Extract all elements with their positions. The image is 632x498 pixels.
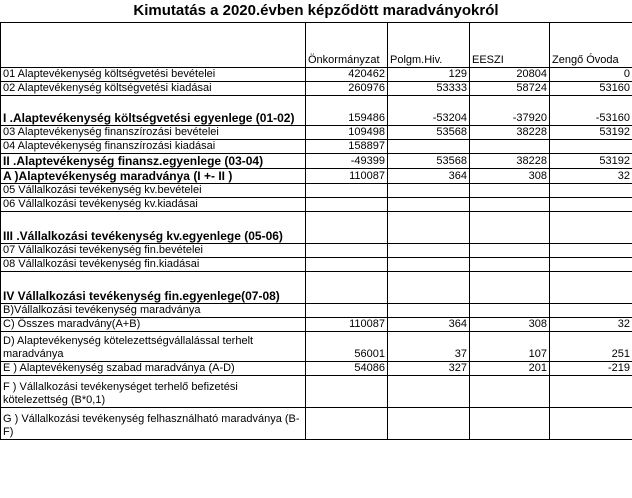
value-cell [388, 408, 470, 440]
value-cell [550, 198, 632, 212]
value-cell [550, 140, 632, 154]
value-cell [306, 184, 388, 198]
value-cell [470, 198, 550, 212]
row-label: 01 Alaptevékenység költségvetési bevételei [1, 68, 306, 82]
value-cell [388, 272, 470, 304]
value-cell: 32 [550, 318, 632, 332]
header-cell-label [1, 23, 306, 68]
row-label: 05 Vállalkozási tevékenység kv.bevételei [1, 184, 306, 198]
row-label: A )Alaptevékenység maradványa (I +- II ) [1, 169, 306, 184]
value-cell [470, 212, 550, 244]
table-row [1, 376, 632, 408]
table-row [1, 184, 632, 198]
value-cell [306, 272, 388, 304]
table-row [1, 154, 632, 169]
value-cell: 260976 [306, 82, 388, 96]
value-cell: 159486 [306, 96, 388, 126]
value-cell [550, 244, 632, 258]
value-cell: 364 [388, 169, 470, 184]
value-cell: -219 [550, 362, 632, 376]
value-cell: 53333 [388, 82, 470, 96]
table-row [1, 126, 632, 140]
header-cell-polgm-hiv: Polgm.Hiv. [388, 23, 470, 68]
table-row [1, 318, 632, 332]
value-cell: 110087 [306, 169, 388, 184]
row-label: 02 Alaptevékenység költségvetési kiadásai [1, 82, 306, 96]
value-cell: 129 [388, 68, 470, 82]
value-cell: 56001 [306, 332, 388, 362]
value-cell: 53192 [550, 154, 632, 169]
maradvany-table [0, 22, 632, 440]
value-cell [306, 304, 388, 318]
value-cell: 158897 [306, 140, 388, 154]
row-label: B)Vállalkozási tevékenység maradványa [1, 304, 306, 318]
value-cell [306, 198, 388, 212]
value-cell: 38228 [470, 126, 550, 140]
value-cell: -53204 [388, 96, 470, 126]
row-label: 06 Vállalkozási tevékenység kv.kiadásai [1, 198, 306, 212]
value-cell: 32 [550, 169, 632, 184]
table-row [1, 212, 632, 244]
value-cell: 53568 [388, 126, 470, 140]
value-cell [470, 140, 550, 154]
value-cell [306, 408, 388, 440]
value-cell: 53568 [388, 154, 470, 169]
value-cell: 308 [470, 318, 550, 332]
header-cell-eeszi: EESZI [470, 23, 550, 68]
row-label: II .Alaptevékenység finansz.egyenlege (03-04) [1, 154, 306, 169]
value-cell: 53160 [550, 82, 632, 96]
value-cell: 20804 [470, 68, 550, 82]
table-row [1, 96, 632, 126]
value-cell [550, 408, 632, 440]
value-cell [470, 272, 550, 304]
table-row [1, 362, 632, 376]
value-cell [470, 258, 550, 272]
value-cell: 110087 [306, 318, 388, 332]
value-cell [388, 212, 470, 244]
table-row [1, 198, 632, 212]
value-cell: 107 [470, 332, 550, 362]
row-label: E ) Alaptevékenység szabad maradványa (A-D) [1, 362, 306, 376]
value-cell [388, 244, 470, 258]
value-cell: 201 [470, 362, 550, 376]
value-cell: 364 [388, 318, 470, 332]
value-cell: 53192 [550, 126, 632, 140]
table-row [1, 272, 632, 304]
row-label: F ) Vállalkozási tevékenységet terhelő befizetési kötelezettség (B*0,1) [1, 376, 306, 408]
value-cell [470, 304, 550, 318]
value-cell [306, 212, 388, 244]
table-row [1, 68, 632, 82]
row-label: 03 Alaptevékenység finanszírozási bevételei [1, 126, 306, 140]
value-cell: 38228 [470, 154, 550, 169]
value-cell [388, 304, 470, 318]
value-cell [470, 376, 550, 408]
table-row [1, 82, 632, 96]
row-label: C) Összes maradvány(A+B) [1, 318, 306, 332]
table-row [1, 258, 632, 272]
value-cell: 308 [470, 169, 550, 184]
value-cell [550, 304, 632, 318]
table-row [1, 332, 632, 362]
value-cell [550, 212, 632, 244]
value-cell [306, 258, 388, 272]
value-cell: -49399 [306, 154, 388, 169]
value-cell [388, 258, 470, 272]
value-cell [388, 376, 470, 408]
row-label: III .Vállalkozási tevékenység kv.egyenlege (05-06) [1, 212, 306, 244]
value-cell [388, 184, 470, 198]
table-row [1, 140, 632, 154]
table-row [1, 304, 632, 318]
value-cell [550, 376, 632, 408]
value-cell: -53160 [550, 96, 632, 126]
value-cell [388, 140, 470, 154]
value-cell: 251 [550, 332, 632, 362]
value-cell: 58724 [470, 82, 550, 96]
value-cell [470, 408, 550, 440]
row-label: D) Alaptevékenység kötelezettségvállalással terhelt maradványa [1, 332, 306, 362]
header-cell-onkormanyzat: Önkormányzat [306, 23, 388, 68]
value-cell [550, 258, 632, 272]
value-cell: 37 [388, 332, 470, 362]
value-cell: 0 [550, 68, 632, 82]
row-label: I .Alaptevékenység költségvetési egyenlege (01-02) [1, 96, 306, 126]
row-label: 08 Vállalkozási tevékenység fin.kiadásai [1, 258, 306, 272]
value-cell: 327 [388, 362, 470, 376]
value-cell [470, 184, 550, 198]
row-label: 07 Vállalkozási tevékenység fin.bevételei [1, 244, 306, 258]
table-row [1, 408, 632, 440]
value-cell [388, 198, 470, 212]
sheet-title: Kimutatás a 2020.évben képződött maradványokról [133, 2, 499, 19]
value-cell: 109498 [306, 126, 388, 140]
value-cell [470, 244, 550, 258]
value-cell [550, 272, 632, 304]
table-row [1, 244, 632, 258]
value-cell: 420462 [306, 68, 388, 82]
row-label: 04 Alaptevékenység finanszírozási kiadásai [1, 140, 306, 154]
header-row [1, 23, 632, 68]
value-cell: -37920 [470, 96, 550, 126]
value-cell [306, 376, 388, 408]
value-cell: 54086 [306, 362, 388, 376]
row-label: IV Vállalkozási tevékenység fin.egyenlege(07-08) [1, 272, 306, 304]
table-row [1, 169, 632, 184]
value-cell [550, 184, 632, 198]
header-cell-zengo-ovoda: Zengő Óvoda [550, 23, 632, 68]
row-label: G ) Vállalkozási tevékenység felhasználható maradványa (B-F) [1, 408, 306, 440]
value-cell [306, 244, 388, 258]
